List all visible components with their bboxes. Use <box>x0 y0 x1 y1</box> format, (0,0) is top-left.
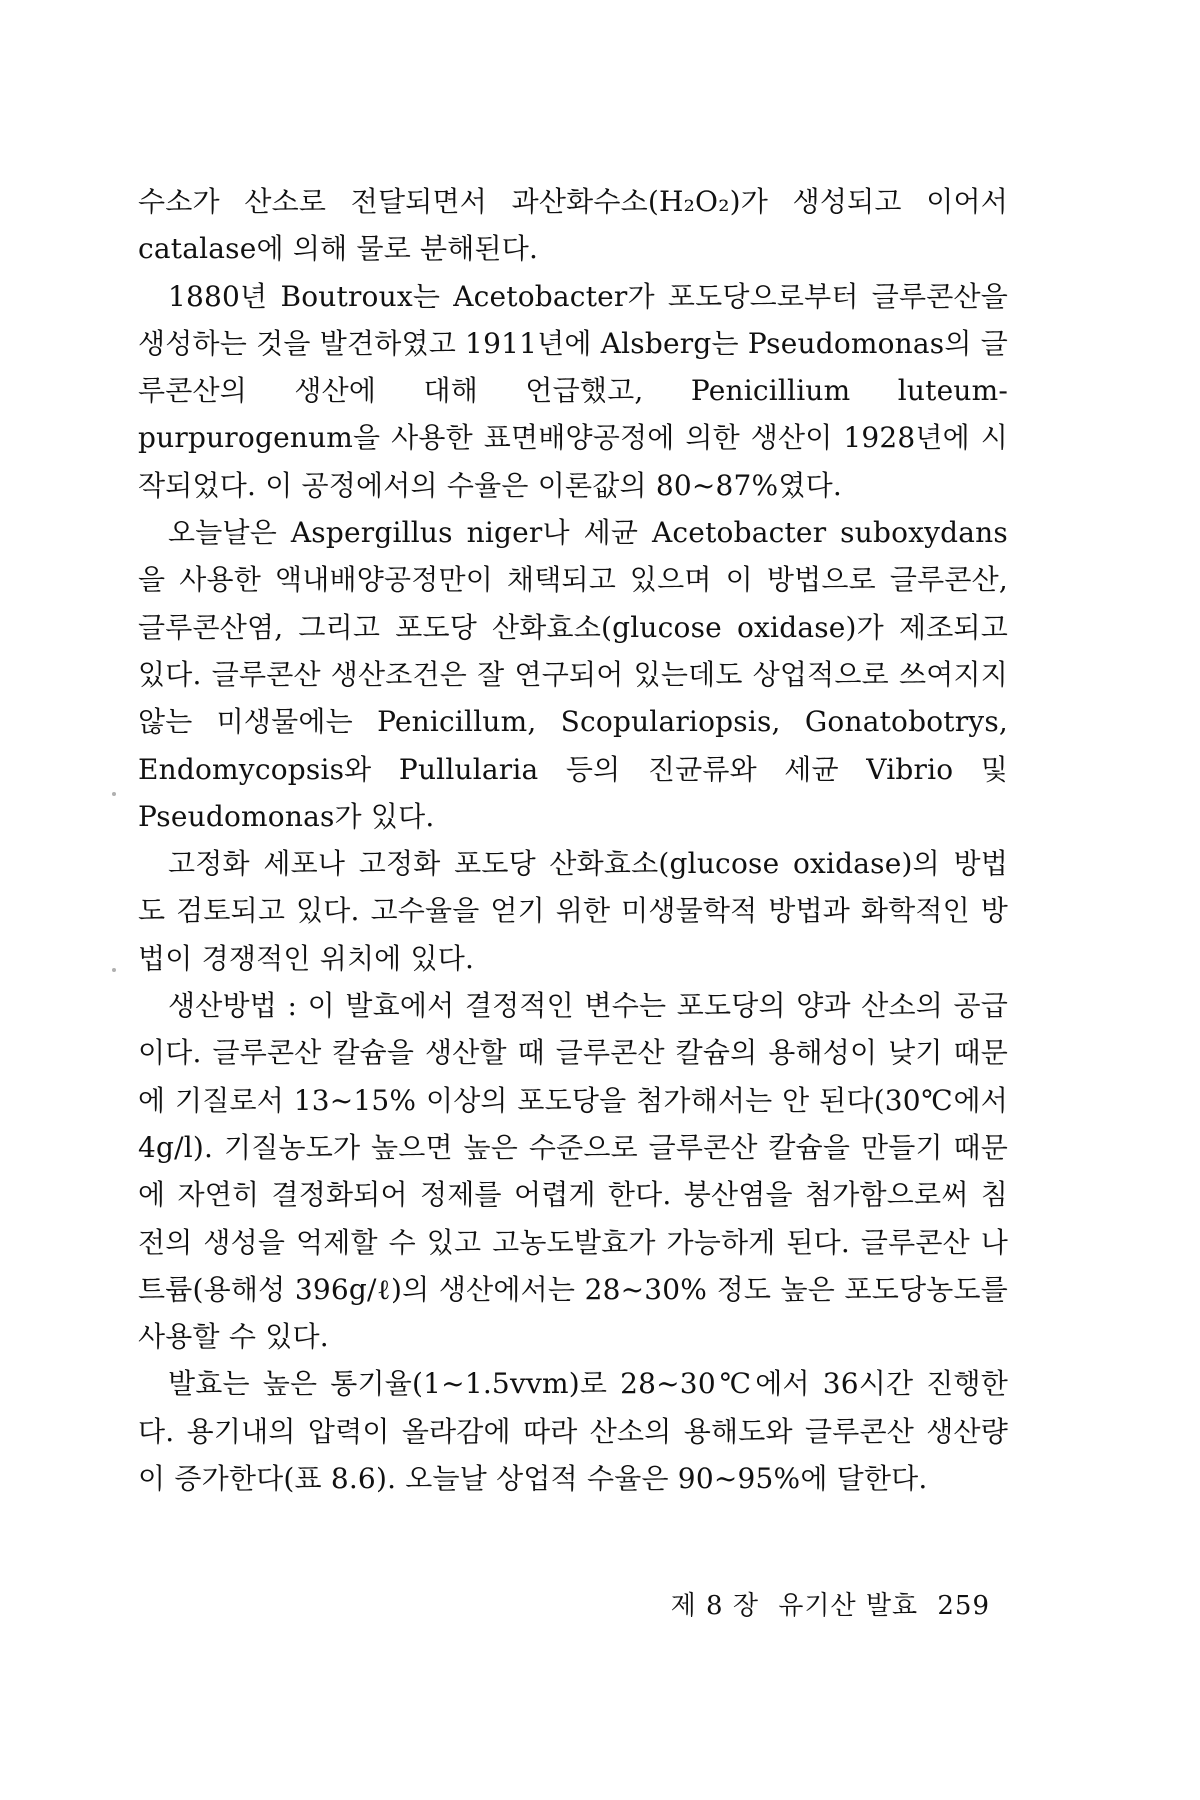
chapter-label: 제 8 장 <box>670 1591 759 1621</box>
paragraph-1: 수소가 산소로 전달되면서 과산화수소(H₂O₂)가 생성되고 이어서 catalase에 의해 물로 분해된다. <box>138 185 1008 266</box>
paragraph-3: 오늘날은 Aspergillus niger나 세균 Acetobacter suboxydans을 사용한 액내배양공정만이 채택되고 있으며 이 방법으로 글루콘산, 글루콘산염, 그리고 포도당 산화효소(glucose oxidase)가 제조되고 있다. 글루콘산 생산조건은 잘 연구되어 있는데도 상업적으로 쓰여지지 않는 미생물에는 Penicillum, Scopulariopsis, Gonatobotrys, Endomycopsis와 Pullularia 등의 진균류와 세균 Vibrio 및 Pseudomonas가 있다. <box>138 516 1008 833</box>
page-number: 259 <box>937 1591 990 1621</box>
paragraph-2: 1880년 Boutroux는 Acetobacter가 포도당으로부터 글루콘산을 생성하는 것을 발견하였고 1911년에 Alsberg는 Pseudomonas의 글루콘산의 생산에 대해 언급했고, Penicillium luteum-purpurogenum을 사용한 표면배양공정에 의한 생산이 1928년에 시작되었다. 이 공정에서의 수율은 이론값의 80~87%였다. <box>138 279 1008 502</box>
scan-speck <box>112 968 116 972</box>
scan-speck <box>112 792 116 796</box>
paragraph-5: 생산방법 : 이 발효에서 결정적인 변수는 포도당의 양과 산소의 공급이다. 글루콘산 칼슘을 생산할 때 글루콘산 칼슘의 용해성이 낮기 때문에 기질로서 13~15% 이상의 포도당을 첨가해서는 안 된다(30℃에서 4g/l). 기질농도가 높으면 높은 수준으로 글루콘산 칼슘을 만들기 때문에 자연히 결정화되어 정제를 어렵게 한다. 붕산염을 첨가함으로써 침전의 생성을 억제할 수 있고 고농도발효가 가능하게 된다. 글루콘산 나트륨(용해성 396g/ℓ)의 생산에서는 28~30% 정도 높은 포도당농도를 사용할 수 있다. <box>138 989 1008 1354</box>
body-text <box>138 178 1008 1502</box>
page-footer <box>671 1585 990 1622</box>
chapter-title: 유기산 발효 <box>778 1591 919 1621</box>
paragraph-4: 고정화 세포나 고정화 포도당 산화효소(glucose oxidase)의 방법도 검토되고 있다. 고수율을 얻기 위한 미생물학적 방법과 화학적인 방법이 경쟁적인 위치에 있다. <box>138 847 1008 975</box>
paragraph-6: 발효는 높은 통기율(1~1.5vvm)로 28~30℃에서 36시간 진행한다. 용기내의 압력이 올라감에 따라 산소의 용해도와 글루콘산 생산량이 증가한다(표 8.6). 오늘날 상업적 수율은 90~95%에 달한다. <box>138 1367 1008 1496</box>
